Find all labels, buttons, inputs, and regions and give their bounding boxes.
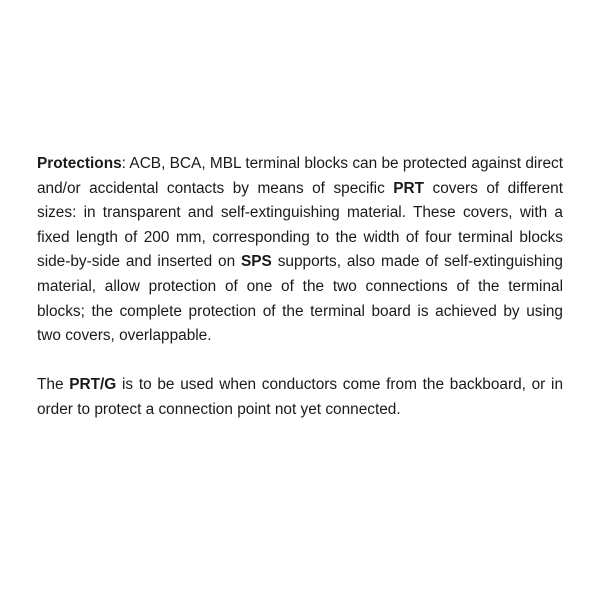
paragraph-protections [37, 152, 563, 349]
sps-term: SPS [241, 253, 272, 271]
paragraph-text: : ACB, BCA, MBL terminal blocks can be protected against direct and/or accidental contacts by means of specific [37, 155, 563, 197]
paragraph-prtg [37, 373, 563, 422]
prtg-term: PRT/G [69, 376, 117, 394]
paragraph-text: The [37, 376, 70, 394]
paragraph-text: supports, also made of self-extinguishing material, allow protection of one of the two connections of the terminal blocks; the complete protection of the terminal board is achieved by using two covers, overlappable. [37, 253, 563, 345]
protections-heading: Protections [37, 155, 122, 172]
paragraph-text: covers of different sizes: in transparent and self-extinguishing material. These covers, with a fixed length of 200 mm, corresponding to the width of four terminal blocks side-by-side and inserted on [37, 179, 564, 271]
prt-term: PRT [393, 179, 425, 197]
paragraph-text: is to be used when conductors come from the backboard, or in order to protect a connection point not yet connected. [37, 376, 564, 418]
document-body [37, 152, 563, 423]
